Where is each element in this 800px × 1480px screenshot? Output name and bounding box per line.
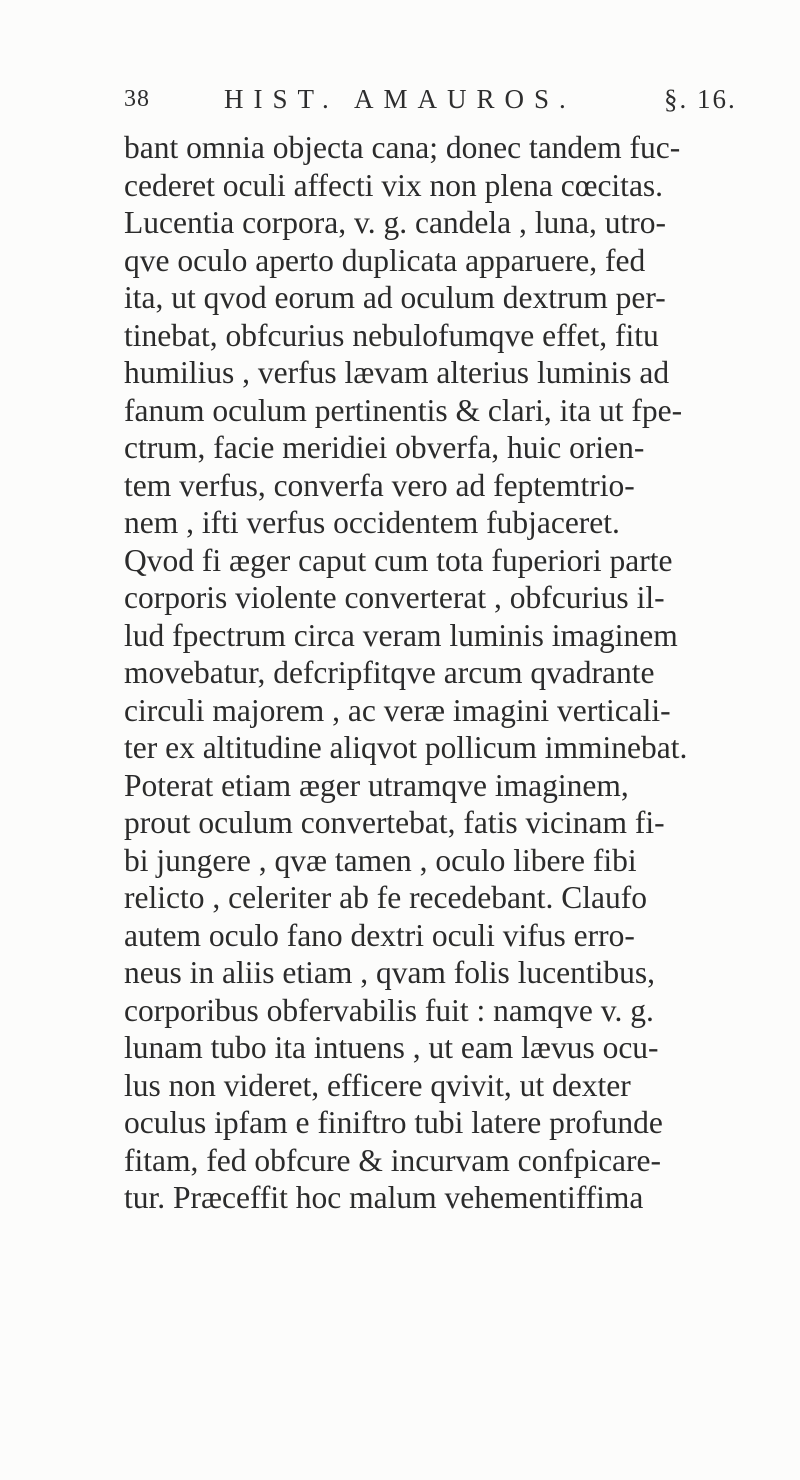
- text-line: autem oculo fano dextri oculi vifus erro-: [124, 917, 635, 953]
- text-line: lud fpectrum circa veram luminis imaginem: [124, 617, 678, 653]
- text-line: ctrum, facie meridiei obverfa, huic orien-: [124, 430, 645, 465]
- text-line: ter ex altitudine aliqvot pollicum imminebat.: [124, 730, 688, 765]
- section-number: §. 16.: [664, 84, 737, 114]
- text-line: nem , ifti verfus occidentem fubjaceret.: [124, 505, 620, 540]
- text-line: prout oculum convertebat, fatis vicinam fi-: [124, 805, 665, 840]
- running-title: HIST. AMAUROS.: [224, 84, 576, 114]
- text-line: Lucentia corpora, v. g. candela , luna, utro-: [124, 205, 666, 240]
- text-line: relicto , celeriter ab fe recedebant. Claufo: [124, 880, 647, 915]
- text-line: ita, ut qvod eorum ad oculum dextrum per-: [124, 280, 666, 315]
- text-line: Poterat etiam æger utramqve imaginem,: [124, 767, 629, 803]
- text-line: neus in aliis etiam , qvam folis lucentibus,: [124, 955, 656, 990]
- text-line: tinebat, obfcurius nebulofumqve effet, fitu: [124, 317, 659, 353]
- text-line: circuli majorem , ac veræ imagini verticali-: [124, 692, 671, 728]
- text-line: corporis violente converterat , obfcurius il-: [124, 580, 665, 615]
- text-line: bi jungere , qvæ tamen , oculo libere fibi: [124, 842, 637, 878]
- body-text: [124, 129, 774, 1217]
- text-line: movebatur, defcripfitqve arcum qvadrante: [124, 655, 655, 690]
- text-line: lunam tubo ita intuens , ut eam lævus ocu-: [124, 1030, 659, 1065]
- page-header: [124, 84, 764, 124]
- page-number: 38: [124, 86, 150, 112]
- text-line: bant omnia objecta cana; donec tandem fuc-: [124, 130, 681, 165]
- text-line: humilius , verfus lævam alterius luminis ad: [124, 355, 670, 390]
- text-line: corporibus obfervabilis fuit : namqve v. g.: [124, 992, 654, 1028]
- text-line: Qvod fi æger caput cum tota fuperiori parte: [124, 542, 673, 578]
- text-line: qve oculo aperto duplicata apparuere, fed: [124, 242, 646, 278]
- text-line: oculus ipfam e finiftro tubi latere profunde: [124, 1105, 663, 1140]
- text-line: tur. Præceffit hoc malum vehementiffima: [124, 1180, 644, 1215]
- text-line: lus non videret, efficere qvivit, ut dexter: [124, 1067, 631, 1103]
- text-line: tem verfus, converfa vero ad feptemtrio-: [124, 467, 635, 503]
- text-line: cederet oculi affecti vix non plena cœcitas.: [124, 167, 664, 203]
- text-line: fanum oculum pertinentis & clari, ita ut fpe-: [124, 392, 683, 428]
- text-line: fitam, fed obfcure & incurvam confpicare-: [124, 1142, 661, 1178]
